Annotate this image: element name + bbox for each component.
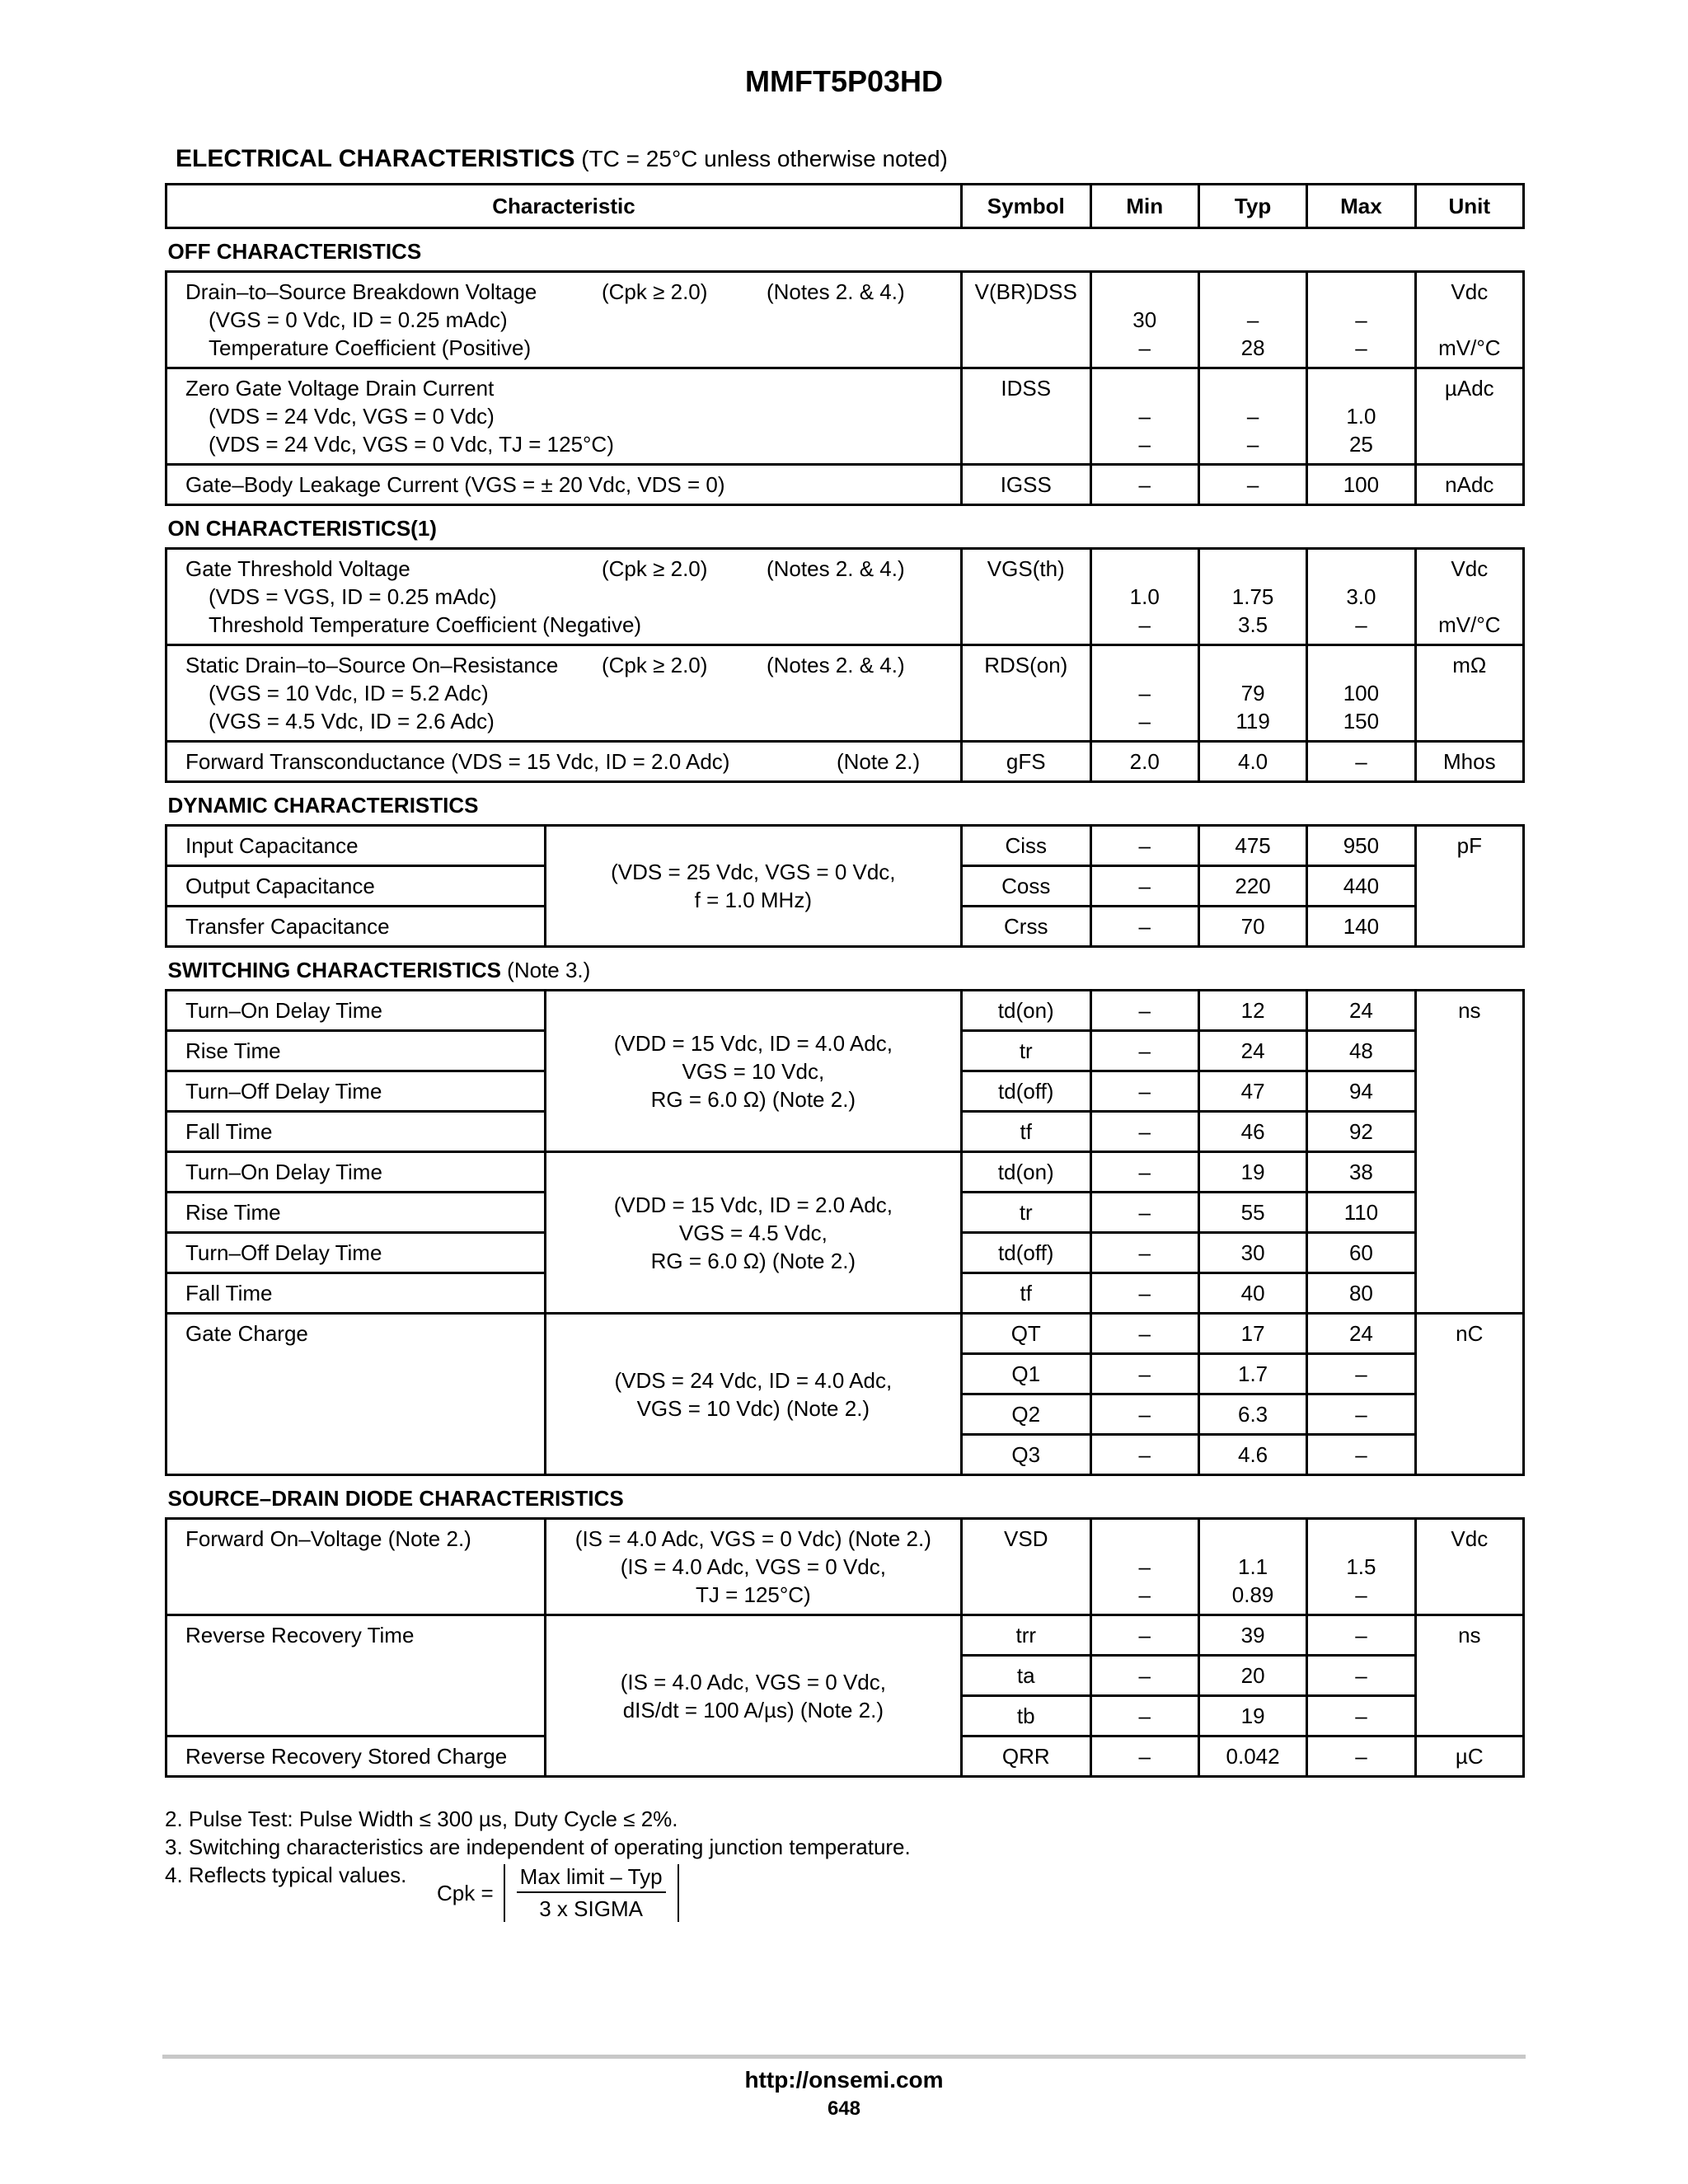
section-off: OFF CHARACTERISTICS xyxy=(166,228,1524,272)
col-header-unit: Unit xyxy=(1415,185,1523,228)
table-row: Turn–On Delay Time (VDD = 15 Vdc, ID = 4.0 Adc, VGS = 10 Vdc, RG = 6.0 Ω) (Note 2.) td(on) – 12 24 ns xyxy=(166,991,1524,1031)
footnote: 4. Reflects typical values. xyxy=(165,1863,407,1887)
gate-charge-condition: (VDS = 24 Vdc, ID = 4.0 Adc, VGS = 10 Vdc) (Note 2.) xyxy=(545,1314,961,1475)
table-row: Q1 – 1.7 – xyxy=(166,1354,1524,1394)
table-row: Zero Gate Voltage Drain Current (VDS = 24 Vdc, VGS = 0 Vdc) (VDS = 24 Vdc, VGS = 0 Vdc, TJ = 125°C) IDSS – – – – 1.0 25 µAdc xyxy=(166,368,1524,465)
table-row: Turn–Off Delay Time td(off) – 47 94 xyxy=(166,1071,1524,1112)
table-header-row xyxy=(166,185,1524,228)
table-row: Turn–Off Delay Time td(off) – 30 60 xyxy=(166,1233,1524,1273)
cpk-numerator: Max limit – Typ xyxy=(517,1864,666,1893)
cpk-formula xyxy=(437,1864,679,1922)
section-on: ON CHARACTERISTICS(1) xyxy=(166,505,1524,549)
table-row: Input Capacitance (VDS = 25 Vdc, VGS = 0 Vdc, f = 1.0 MHz) Ciss – 475 950 pF xyxy=(166,826,1524,866)
cpk-denominator: 3 x SIGMA xyxy=(539,1896,643,1921)
col-header-characteristic: Characteristic xyxy=(166,185,962,228)
table-row: Gate Threshold Voltage (Cpk ≥ 2.0) (Notes 2. & 4.) (VDS = VGS, ID = 0.25 mAdc) Threshold Temperature Coefficient (Negative) VGS(th) 1.0 – 1.75 3.5 3.0 – Vdc mV/°C xyxy=(166,549,1524,645)
table-row: Transfer Capacitance Crss – 70 140 xyxy=(166,907,1524,947)
section-row xyxy=(166,228,1524,272)
table-row: Drain–to–Source Breakdown Voltage (Cpk ≥ 2.0) (Notes 2. & 4.) (VGS = 0 Vdc, ID = 0.25 mAdc) Temperature Coefficient (Positive) V(BR)DSS 30 – – 28 – – Vdc mV/°C xyxy=(166,272,1524,368)
footnote: 2. Pulse Test: Pulse Width ≤ 300 µs, Duty Cycle ≤ 2%. xyxy=(165,1807,678,1831)
col-header-min: Min xyxy=(1090,185,1198,228)
symbol-cell: V(BR)DSS xyxy=(961,272,1090,368)
table-row: Gate Charge (VDS = 24 Vdc, ID = 4.0 Adc, VGS = 10 Vdc) (Note 2.) QT – 17 24 nC xyxy=(166,1314,1524,1354)
footnote: 3. Switching characteristics are independent of operating junction temperature. xyxy=(165,1835,911,1859)
char-rdson: Static Drain–to–Source On–Resistance (Cpk ≥ 2.0) (Notes 2. & 4.) (VGS = 10 Vdc, ID = 5.2 Adc) (VGS = 4.5 Vdc, ID = 2.6 Adc) xyxy=(166,645,962,742)
table-row: Rise Time tr – 24 48 xyxy=(166,1031,1524,1071)
switching-condition-1: (VDD = 15 Vdc, ID = 4.0 Adc, VGS = 10 Vdc, RG = 6.0 Ω) (Note 2.) xyxy=(545,991,961,1152)
section-dynamic: DYNAMIC CHARACTERISTICS xyxy=(166,782,1524,826)
symbol-cell: IDSS xyxy=(961,368,1090,465)
table-row: Output Capacitance Coss – 220 440 xyxy=(166,866,1524,907)
table-row: Reverse Recovery Stored Charge QRR – 0.042 – µC xyxy=(166,1736,1524,1777)
section-diode: SOURCE–DRAIN DIODE CHARACTERISTICS xyxy=(166,1475,1524,1519)
col-header-max: Max xyxy=(1307,185,1415,228)
table-row: Forward Transconductance (VDS = 15 Vdc, ID = 2.0 Adc) (Note 2.) gFS 2.0 4.0 – Mhos xyxy=(166,742,1524,782)
table-row: ta – 20 – xyxy=(166,1656,1524,1696)
electrical-characteristics-table xyxy=(165,183,1525,1778)
char-igss: Gate–Body Leakage Current (VGS = ± 20 Vdc, VDS = 0) xyxy=(166,465,962,505)
table-heading-title: ELECTRICAL CHARACTERISTICS xyxy=(176,145,575,172)
table-row: Rise Time tr – 55 110 xyxy=(166,1193,1524,1233)
vsd-condition: (IS = 4.0 Adc, VGS = 0 Vdc) (Note 2.) (IS = 4.0 Adc, VGS = 0 Vdc, TJ = 125°C) xyxy=(545,1519,961,1615)
table-heading xyxy=(176,145,948,173)
section-switching: SWITCHING CHARACTERISTICS (Note 3.) xyxy=(166,947,1524,991)
char-vgsth: Gate Threshold Voltage (Cpk ≥ 2.0) (Notes 2. & 4.) (VDS = VGS, ID = 0.25 mAdc) Threshold Temperature Coefficient (Negative) xyxy=(166,549,962,645)
col-header-typ: Typ xyxy=(1198,185,1306,228)
table-row: Turn–On Delay Time (VDD = 15 Vdc, ID = 2.0 Adc, VGS = 4.5 Vdc, RG = 6.0 Ω) (Note 2.) td(on) – 19 38 xyxy=(166,1152,1524,1193)
section-row xyxy=(166,505,1524,549)
table-row: Static Drain–to–Source On–Resistance (Cpk ≥ 2.0) (Notes 2. & 4.) (VGS = 10 Vdc, ID = 5.2 Adc) (VGS = 4.5 Vdc, ID = 2.6 Adc) RDS(on) – – 79 119 100 150 mΩ xyxy=(166,645,1524,742)
dynamic-condition: (VDS = 25 Vdc, VGS = 0 Vdc, f = 1.0 MHz) xyxy=(545,826,961,947)
footer-url[interactable]: http://onsemi.com xyxy=(744,2067,944,2093)
table-row: Reverse Recovery Time (IS = 4.0 Adc, VGS = 0 Vdc, dIS/dt = 100 A/µs) (Note 2.) trr – 39 – ns xyxy=(166,1615,1524,1656)
table-row: Fall Time tf – 46 92 xyxy=(166,1112,1524,1152)
table-row: Gate–Body Leakage Current (VGS = ± 20 Vdc, VDS = 0) IGSS – – 100 nAdc xyxy=(166,465,1524,505)
cpk-fraction xyxy=(504,1864,679,1922)
table-row: tb – 19 – xyxy=(166,1696,1524,1736)
char-idss: Zero Gate Voltage Drain Current (VDS = 24 Vdc, VGS = 0 Vdc) (VDS = 24 Vdc, VGS = 0 Vdc, TJ = 125°C) xyxy=(166,368,962,465)
section-row xyxy=(166,782,1524,826)
page-title: MMFT5P03HD xyxy=(744,64,944,98)
table-row: Forward On–Voltage (Note 2.) (IS = 4.0 Adc, VGS = 0 Vdc) (Note 2.) (IS = 4.0 Adc, VGS = 0 Vdc, TJ = 125°C) VSD – – 1.1 0.89 1.5 – Vdc xyxy=(166,1519,1524,1615)
char-gfs: Forward Transconductance (VDS = 15 Vdc, ID = 2.0 Adc) (Note 2.) xyxy=(166,742,962,782)
table-row: Q2 – 6.3 – xyxy=(166,1394,1524,1435)
table-row: Q3 – 4.6 – xyxy=(166,1435,1524,1475)
table-heading-condition: (TC = 25°C unless otherwise noted) xyxy=(581,146,948,171)
switching-condition-2: (VDD = 15 Vdc, ID = 2.0 Adc, VGS = 4.5 Vdc, RG = 6.0 Ω) (Note 2.) xyxy=(545,1152,961,1314)
section-row xyxy=(166,947,1524,991)
footer-divider xyxy=(162,2055,1526,2059)
cpk-lhs: Cpk = xyxy=(437,1880,494,1905)
char-bvdss: Drain–to–Source Breakdown Voltage (Cpk ≥ 2.0) (Notes 2. & 4.) (VGS = 0 Vdc, ID = 0.25 mAdc) Temperature Coefficient (Positive) xyxy=(166,272,962,368)
page-number: 648 xyxy=(827,2097,861,2120)
col-header-symbol: Symbol xyxy=(961,185,1090,228)
section-row xyxy=(166,1475,1524,1519)
trr-condition: (IS = 4.0 Adc, VGS = 0 Vdc, dIS/dt = 100 A/µs) (Note 2.) xyxy=(545,1615,961,1777)
table-row: Fall Time tf – 40 80 xyxy=(166,1273,1524,1314)
